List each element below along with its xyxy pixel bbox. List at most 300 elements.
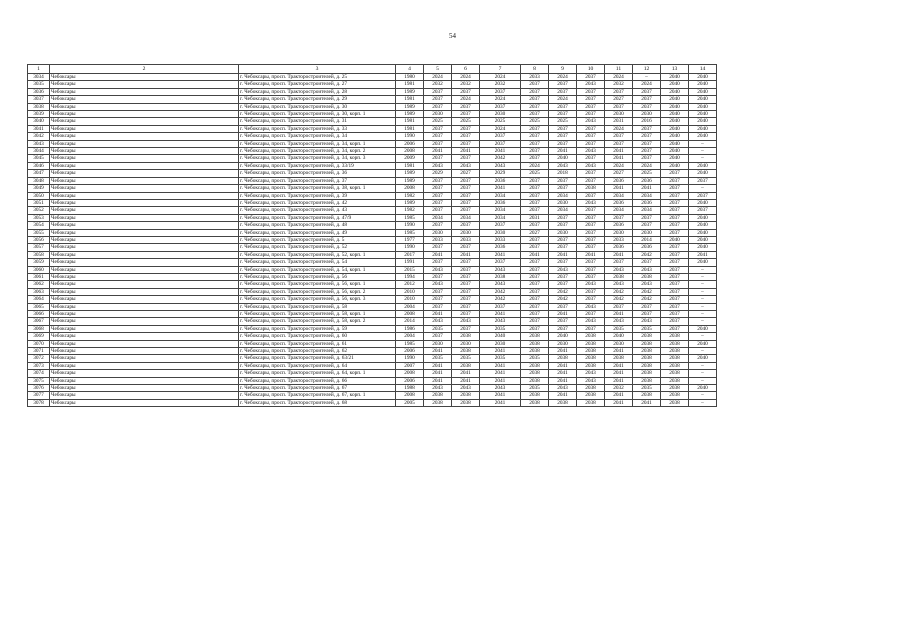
table-cell: 2037: [577, 259, 605, 266]
table-cell: 3052: [28, 207, 50, 214]
table-cell: 2037: [521, 140, 549, 147]
table-cell: 2043: [452, 318, 480, 325]
table-cell: 2037: [549, 185, 577, 192]
table-cell: 2035: [452, 355, 480, 362]
table-cell: 2038: [661, 333, 689, 340]
table-cell: 2038: [452, 399, 480, 406]
table-cell: г. Чебоксары, просп. Тракторостроителей, д. 56, корп. 1: [239, 281, 396, 288]
table-cell: 2037: [577, 288, 605, 295]
table-cell: 2034: [549, 192, 577, 199]
table-cell: 2033: [480, 236, 521, 243]
table-cell: 2037: [424, 207, 452, 214]
table-cell: г. Чебоксары, просп. Тракторостроителей, д. 34, корп. 1: [239, 140, 396, 147]
table-cell: 3078: [28, 399, 50, 406]
table-cell: 2037: [424, 303, 452, 310]
table-cell: –: [689, 281, 717, 288]
table-cell: 1990: [396, 244, 424, 251]
header-cell: 2: [50, 65, 239, 74]
table-cell: 2004: [396, 333, 424, 340]
table-cell: 2042: [633, 251, 661, 258]
table-cell: 2037: [424, 177, 452, 184]
table-cell: 3048: [28, 177, 50, 184]
table-cell: 2037: [521, 244, 549, 251]
table-cell: 2037: [549, 259, 577, 266]
table-cell: 2041: [549, 348, 577, 355]
table-cell: 2041: [452, 377, 480, 384]
table-cell: 2037: [452, 222, 480, 229]
table-cell: 2037: [452, 296, 480, 303]
table-cell: 2041: [424, 311, 452, 318]
table-cell: 2037: [633, 96, 661, 103]
table-cell: 2025: [633, 170, 661, 177]
table-cell: Чебоксары: [50, 125, 239, 132]
table-cell: 3034: [28, 74, 50, 81]
table-cell: 1981: [396, 125, 424, 132]
table-cell: 2041: [480, 251, 521, 258]
table-row: [28, 362, 717, 369]
table-cell: 2038: [521, 348, 549, 355]
table-row: [28, 318, 717, 325]
table-cell: 2037: [549, 111, 577, 118]
table-cell: 1982: [396, 207, 424, 214]
table-cell: Чебоксары: [50, 96, 239, 103]
table-cell: 2037: [689, 192, 717, 199]
table-cell: Чебоксары: [50, 311, 239, 318]
table-cell: 2035: [521, 355, 549, 362]
table-cell: 2041: [549, 148, 577, 155]
table-cell: г. Чебоксары, просп. Тракторостроителей, д. 68: [239, 399, 396, 406]
table-cell: г. Чебоксары, просп. Тракторостроителей, д. 39: [239, 192, 396, 199]
table-cell: Чебоксары: [50, 392, 239, 399]
table-cell: 2041: [424, 377, 452, 384]
table-cell: 2037: [577, 222, 605, 229]
table-cell: 2037: [661, 266, 689, 273]
table-cell: 2041: [633, 399, 661, 406]
table-cell: –: [689, 273, 717, 280]
table-cell: 2041: [521, 251, 549, 258]
table-cell: 2034: [605, 207, 633, 214]
table-cell: 2043: [480, 385, 521, 392]
table-cell: 2043: [452, 162, 480, 169]
table-cell: 2025: [549, 118, 577, 125]
table-cell: Чебоксары: [50, 222, 239, 229]
table-cell: 2033: [521, 74, 549, 81]
table-cell: 2038: [633, 355, 661, 362]
table-cell: 2036: [480, 244, 521, 251]
table-cell: 2037: [605, 88, 633, 95]
table-cell: 2043: [577, 281, 605, 288]
table-cell: 2038: [577, 348, 605, 355]
table-cell: 2037: [661, 185, 689, 192]
table-cell: 2037: [605, 259, 633, 266]
table-cell: 2043: [577, 81, 605, 88]
table-row: [28, 251, 717, 258]
table-cell: 2037: [549, 303, 577, 310]
table-cell: 2037: [452, 303, 480, 310]
table-cell: 2040: [689, 340, 717, 347]
table-row: [28, 392, 717, 399]
table-cell: 1989: [396, 177, 424, 184]
table-cell: 3044: [28, 148, 50, 155]
table-cell: 3042: [28, 133, 50, 140]
table-cell: 1989: [396, 103, 424, 110]
table-cell: 2027: [452, 170, 480, 177]
table-cell: 2040: [689, 162, 717, 169]
table-cell: г. Чебоксары, просп. Тракторостроителей, д. 34, корп. 2: [239, 148, 396, 155]
table-cell: Чебоксары: [50, 362, 239, 369]
table-cell: 2030: [424, 229, 452, 236]
table-cell: г. Чебоксары, просп. Тракторостроителей, д. 25: [239, 74, 396, 81]
table-cell: 2038: [577, 185, 605, 192]
table-cell: 2041: [633, 185, 661, 192]
table-cell: 2037: [424, 273, 452, 280]
table-cell: 2043: [549, 266, 577, 273]
table-cell: 2037: [521, 296, 549, 303]
table-cell: 2010: [396, 288, 424, 295]
table-cell: –: [689, 185, 717, 192]
table-cell: 2043: [605, 281, 633, 288]
table-row: [28, 340, 717, 347]
table-cell: 1989: [396, 88, 424, 95]
table-cell: 2033: [452, 236, 480, 243]
table-row: [28, 199, 717, 206]
header-cell: 9: [549, 65, 577, 74]
table-cell: 2037: [549, 222, 577, 229]
table-cell: 2040: [689, 355, 717, 362]
table-cell: 2027: [605, 96, 633, 103]
table-cell: 2038: [521, 392, 549, 399]
table-cell: 2037: [521, 273, 549, 280]
table-cell: Чебоксары: [50, 399, 239, 406]
table-cell: г. Чебоксары, просп. Тракторостроителей, д. 60: [239, 333, 396, 340]
table-cell: 2037: [577, 74, 605, 81]
table-cell: 2024: [480, 96, 521, 103]
header-cell: 11: [605, 65, 633, 74]
table-row: [28, 311, 717, 318]
table-cell: 3074: [28, 370, 50, 377]
table-cell: 2010: [396, 296, 424, 303]
table-cell: 2037: [452, 103, 480, 110]
table-cell: г. Чебоксары, просп. Тракторостроителей, д. 36: [239, 170, 396, 177]
table-cell: 2037: [521, 207, 549, 214]
table-cell: 2042: [480, 296, 521, 303]
table-cell: 2035: [480, 355, 521, 362]
table-cell: 2038: [633, 348, 661, 355]
header-cell: 8: [521, 65, 549, 74]
table-row: [28, 273, 717, 280]
header-cell: 13: [661, 65, 689, 74]
table-cell: 1982: [396, 192, 424, 199]
table-cell: 2037: [521, 96, 549, 103]
table-cell: 2037: [633, 125, 661, 132]
table-cell: 2037: [424, 103, 452, 110]
table-cell: 2037: [549, 177, 577, 184]
table-cell: 2037: [661, 207, 689, 214]
table-cell: 2041: [549, 251, 577, 258]
table-cell: 2038: [661, 399, 689, 406]
table-cell: 2038: [521, 370, 549, 377]
table-cell: Чебоксары: [50, 192, 239, 199]
table-cell: г. Чебоксары, просп. Тракторостроителей, д. 29: [239, 96, 396, 103]
table-cell: 2037: [521, 81, 549, 88]
table-cell: 2037: [577, 96, 605, 103]
page-number: 54: [449, 32, 456, 40]
table-cell: 2006: [396, 377, 424, 384]
table-cell: –: [689, 140, 717, 147]
table-cell: 2041: [424, 348, 452, 355]
header-cell: 3: [239, 65, 396, 74]
table-cell: 2012: [396, 281, 424, 288]
table-cell: 2037: [480, 222, 521, 229]
table-cell: Чебоксары: [50, 385, 239, 392]
table-cell: 3064: [28, 296, 50, 303]
table-cell: 2037: [661, 288, 689, 295]
table-cell: 2037: [661, 177, 689, 184]
table-cell: 2031: [605, 118, 633, 125]
table-cell: 3068: [28, 325, 50, 332]
table-cell: 2032: [605, 81, 633, 88]
table-cell: 2025: [480, 118, 521, 125]
table-cell: 3045: [28, 155, 50, 162]
table-cell: 2037: [577, 125, 605, 132]
table-cell: 2043: [577, 318, 605, 325]
table-cell: 2041: [549, 370, 577, 377]
table-cell: 2037: [452, 133, 480, 140]
table-row: [28, 399, 717, 406]
table-cell: г. Чебоксары, просп. Тракторостроителей, д. 27: [239, 81, 396, 88]
table-cell: 2030: [549, 340, 577, 347]
table-cell: 1990: [396, 222, 424, 229]
table-row: [28, 377, 717, 384]
table-cell: 1985: [396, 229, 424, 236]
table-cell: 2024: [633, 162, 661, 169]
table-cell: 2029: [424, 170, 452, 177]
table-cell: 2038: [577, 362, 605, 369]
table-cell: г. Чебоксары, просп. Тракторостроителей, д. 56, корп. 2: [239, 288, 396, 295]
table-cell: 2037: [661, 170, 689, 177]
table-cell: 2037: [521, 288, 549, 295]
table-cell: 2041: [480, 377, 521, 384]
table-cell: 2038: [661, 362, 689, 369]
table-cell: 2040: [661, 118, 689, 125]
table-cell: 3063: [28, 288, 50, 295]
table-cell: Чебоксары: [50, 318, 239, 325]
table-row: [28, 185, 717, 192]
table-cell: 2041: [549, 377, 577, 384]
table-cell: 2040: [689, 214, 717, 221]
table-cell: Чебоксары: [50, 214, 239, 221]
table-cell: 2037: [605, 133, 633, 140]
table-cell: 3075: [28, 377, 50, 384]
table-cell: 2015: [396, 266, 424, 273]
table-cell: 2038: [577, 399, 605, 406]
table-cell: 3071: [28, 348, 50, 355]
table-cell: 2038: [661, 370, 689, 377]
table-cell: 2034: [480, 192, 521, 199]
table-cell: 2037: [577, 266, 605, 273]
table-cell: 2037: [521, 125, 549, 132]
table-cell: 2032: [452, 81, 480, 88]
table-row: [28, 140, 717, 147]
table-cell: 2014: [396, 318, 424, 325]
table-cell: 2041: [549, 392, 577, 399]
table-cell: 2043: [424, 385, 452, 392]
table-cell: 2042: [549, 288, 577, 295]
table-cell: 2040: [661, 103, 689, 110]
table-cell: 2037: [452, 266, 480, 273]
table-cell: 2030: [633, 229, 661, 236]
table-cell: 3062: [28, 281, 50, 288]
table-cell: 2030: [549, 199, 577, 206]
table-cell: 2038: [661, 392, 689, 399]
table-cell: г. Чебоксары, просп. Тракторостроителей, д. 58, корп. 2: [239, 318, 396, 325]
table-cell: 2041: [480, 348, 521, 355]
table-cell: 2037: [452, 125, 480, 132]
table-cell: 1991: [396, 259, 424, 266]
table-cell: 2037: [661, 222, 689, 229]
header-cell: 4: [396, 65, 424, 74]
table-row: [28, 96, 717, 103]
table-cell: 2033: [424, 236, 452, 243]
table-row: [28, 333, 717, 340]
table-cell: 2040: [661, 148, 689, 155]
table-cell: 2037: [661, 303, 689, 310]
table-cell: 2038: [549, 355, 577, 362]
table-cell: 2041: [605, 311, 633, 318]
table-cell: 2024: [480, 74, 521, 81]
table-cell: 2037: [633, 148, 661, 155]
table-cell: 2037: [480, 88, 521, 95]
table-cell: 2036: [633, 177, 661, 184]
table-row: [28, 74, 717, 81]
table-cell: 2041: [605, 399, 633, 406]
table-row: [28, 118, 717, 125]
table-cell: 2037: [424, 140, 452, 147]
table-cell: 2037: [605, 103, 633, 110]
table-cell: 2037: [577, 229, 605, 236]
table-cell: 2034: [480, 207, 521, 214]
table-cell: 2025: [452, 118, 480, 125]
table-cell: 2041: [605, 148, 633, 155]
table-cell: 2038: [661, 340, 689, 347]
table-cell: 2043: [480, 281, 521, 288]
table-cell: 2037: [661, 311, 689, 318]
table-cell: 2038: [577, 392, 605, 399]
table-cell: 2043: [633, 318, 661, 325]
table-cell: 1981: [396, 81, 424, 88]
table-cell: 2037: [424, 199, 452, 206]
table-cell: Чебоксары: [50, 118, 239, 125]
table-cell: 2037: [452, 177, 480, 184]
table-cell: 2037: [661, 244, 689, 251]
table-cell: 2043: [577, 370, 605, 377]
table-cell: 2040: [689, 385, 717, 392]
table-cell: 2037: [521, 177, 549, 184]
table-cell: 2032: [480, 81, 521, 88]
table-cell: 2038: [424, 399, 452, 406]
table-cell: 2041: [424, 370, 452, 377]
table-cell: Чебоксары: [50, 296, 239, 303]
table-cell: 3077: [28, 392, 50, 399]
table-cell: 2037: [661, 296, 689, 303]
table-cell: 2036: [633, 244, 661, 251]
table-cell: 2040: [689, 74, 717, 81]
table-cell: –: [689, 377, 717, 384]
table-cell: 2037: [452, 192, 480, 199]
table-cell: 2037: [480, 140, 521, 147]
table-cell: 2037: [605, 214, 633, 221]
table-cell: 2034: [549, 207, 577, 214]
table-cell: 2043: [577, 377, 605, 384]
table-cell: 2025: [521, 170, 549, 177]
table-cell: Чебоксары: [50, 148, 239, 155]
table-cell: 2042: [549, 296, 577, 303]
table-cell: 2004: [396, 303, 424, 310]
table-cell: 2037: [521, 259, 549, 266]
table-cell: 2043: [577, 199, 605, 206]
table-cell: г. Чебоксары, просп. Тракторостроителей, д. 33/19: [239, 162, 396, 169]
table-cell: Чебоксары: [50, 251, 239, 258]
table-cell: г. Чебоксары, просп. Тракторостроителей, д. 67: [239, 385, 396, 392]
table-cell: 3058: [28, 251, 50, 258]
table-cell: 2037: [480, 303, 521, 310]
table-cell: 2024: [452, 96, 480, 103]
table-cell: 2024: [633, 81, 661, 88]
table-cell: 2032: [605, 385, 633, 392]
table-cell: 2038: [633, 370, 661, 377]
table-cell: 2037: [424, 185, 452, 192]
table-cell: 2037: [549, 244, 577, 251]
table-cell: 2038: [452, 392, 480, 399]
table-cell: 2037: [452, 281, 480, 288]
register-body: [28, 65, 717, 407]
table-cell: г. Чебоксары, просп. Тракторостроителей, д. 58, корп. 1: [239, 311, 396, 318]
table-cell: 2037: [452, 244, 480, 251]
table-cell: 2037: [452, 288, 480, 295]
table-cell: 2038: [633, 333, 661, 340]
table-cell: 2043: [480, 162, 521, 169]
table-cell: 2038: [661, 355, 689, 362]
table-cell: 2043: [577, 162, 605, 169]
table-cell: 2037: [424, 296, 452, 303]
table-cell: 2037: [521, 325, 549, 332]
table-row: [28, 177, 717, 184]
table-cell: –: [633, 74, 661, 81]
table-cell: 2037: [549, 133, 577, 140]
table-cell: 2037: [661, 229, 689, 236]
table-cell: 2040: [689, 325, 717, 332]
table-cell: 2038: [549, 399, 577, 406]
table-cell: 2037: [577, 311, 605, 318]
table-cell: 2038: [633, 273, 661, 280]
table-cell: 2040: [605, 333, 633, 340]
table-cell: 2037: [577, 296, 605, 303]
table-cell: г. Чебоксары, просп. Тракторостроителей, д. 66: [239, 377, 396, 384]
table-cell: 2036: [605, 177, 633, 184]
table-cell: Чебоксары: [50, 355, 239, 362]
table-cell: 2037: [452, 140, 480, 147]
table-cell: 3065: [28, 303, 50, 310]
table-cell: 3047: [28, 170, 50, 177]
table-cell: 2037: [521, 311, 549, 318]
header-row: [28, 65, 717, 74]
table-cell: 2040: [661, 133, 689, 140]
table-cell: 2037: [661, 199, 689, 206]
table-cell: 2040: [661, 88, 689, 95]
table-cell: 2040: [689, 96, 717, 103]
table-cell: Чебоксары: [50, 207, 239, 214]
table-row: [28, 303, 717, 310]
